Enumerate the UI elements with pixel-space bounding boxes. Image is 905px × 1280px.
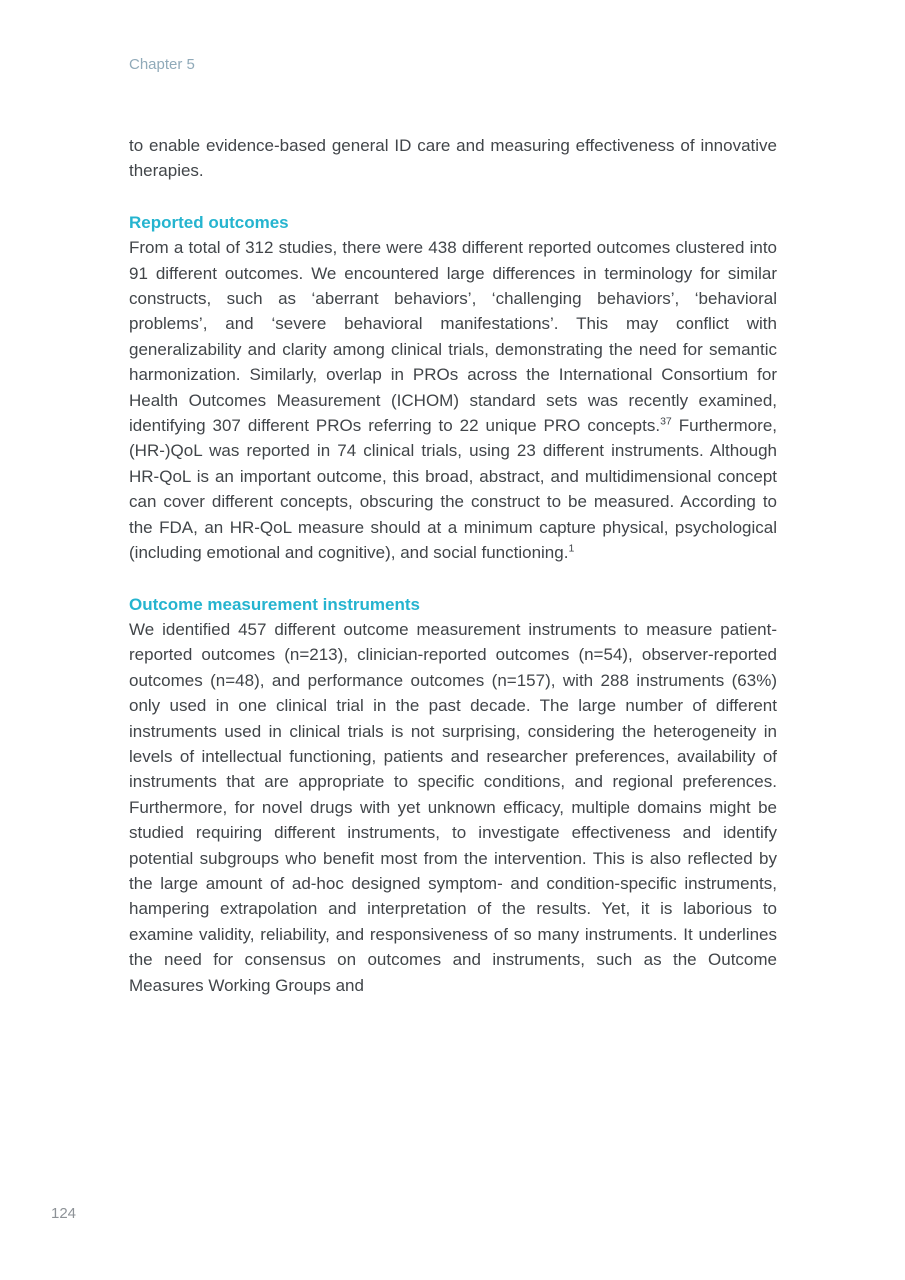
page-number: 124: [51, 1205, 77, 1222]
paragraph-outcome-measurement-instruments: We identified 457 different outcome measurement instruments to measure patient-reported outcomes (n=213), clinician-reported outcomes (n=54), observer-reported outcomes (n=48), and performance outcomes (n=157), with 288 instruments (63%) only used in one clinical trial in the past decade. The large number of different instruments used in clinical trials is not surprising, considering the heterogeneity in levels of intellectual functioning, patients and researcher preferences, availability of instruments that are appropriate to specific conditions, and regional preferences. Furthermore, for novel drugs with yet unknown efficacy, multiple domains might be studied requiring different instruments, to investigate effectiveness and identify potential subgroups who benefit most from the intervention. This is also reflected by the large amount of ad-hoc designed symptom- and condition-specific instruments, hampering extrapolation and interpretation of the results. Yet, it is laborious to examine validity, reliability, and responsiveness of so many instruments. It underlines the need for consensus on outcomes and instruments, such as the Outcome Measures Working Groups and: [129, 619, 777, 995]
footnote-reference-37: 37: [660, 415, 672, 428]
paragraph-intro: to enable evidence-based general ID care and measuring effectiveness of innovative therapies.: [129, 136, 777, 181]
paragraph-text: Furthermore, (HR-)QoL was reported in 74 clinical trials, using 23 different instruments. Although HR-QoL is an important outcome, this broad, abstract, and multidimensional concept can cover different concepts, obscuring the construct to be measured. According to the FDA, an HR-QoL measure should at a minimum capture physical, psychological (including emotional and cognitive), and social functioning.: [129, 416, 777, 563]
paragraph-reported-outcomes: [129, 235, 777, 565]
section-heading-outcome-measurement-instruments: Outcome measurement instruments: [129, 594, 420, 614]
section-heading-reported-outcomes: Reported outcomes: [129, 212, 289, 232]
page-content: [129, 55, 777, 998]
paragraph-text: From a total of 312 studies, there were 438 different reported outcomes clustered into 91 different outcomes. We encountered large differences in terminology for similar constructs, such as ‘aberrant behaviors’, ‘challenging behaviors’, ‘behavioral problems’, and ‘severe behavioral manifestations’. This may conflict with generalizability and clarity among clinical trials, demonstrating the need for semantic harmonization. Similarly, overlap in PROs across the International Consortium for Health Outcomes Measurement (ICHOM) standard sets was recently examined, identifying 307 different PROs referring to 22 unique PRO concepts.: [129, 238, 777, 436]
footnote-reference-1: 1: [568, 542, 575, 555]
running-header: Chapter 5: [129, 56, 195, 73]
